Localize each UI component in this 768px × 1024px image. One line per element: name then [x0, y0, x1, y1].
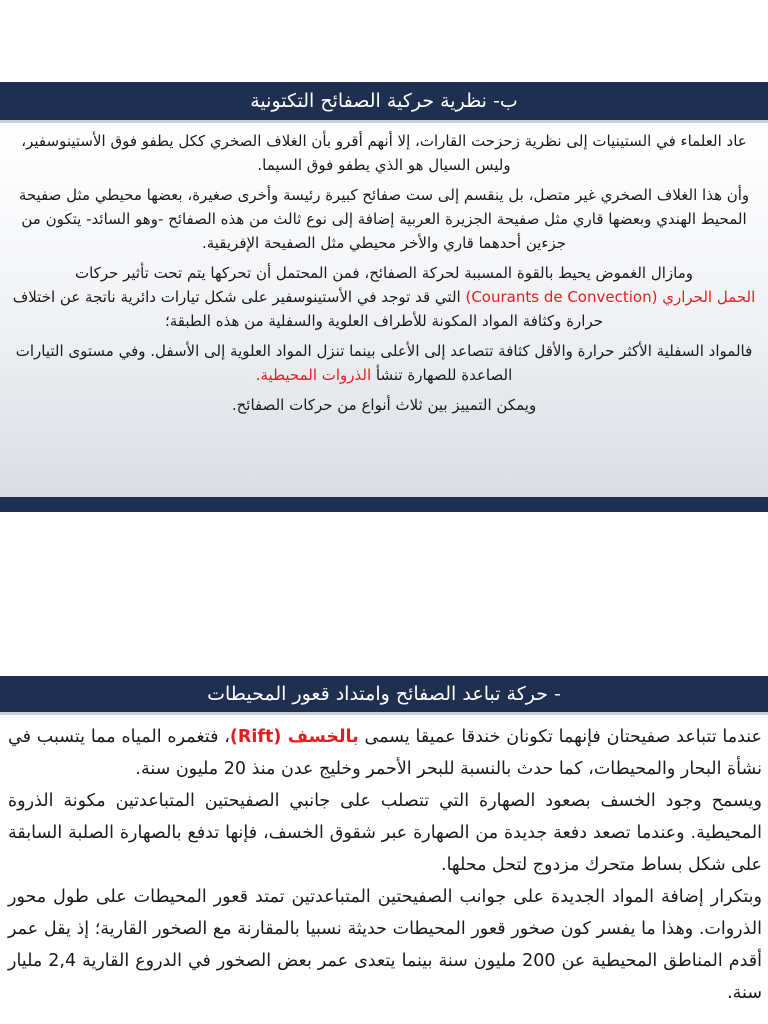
paragraph-2: وأن هذا الغلاف الصخري غير متصل، بل ينقسم إلى ست صفائح كبيرة رئيسة وأخرى صغيرة، بعضها محيطي مثل صفيحة المحيط الهندي وبعضها قاري مثل صفيحة الجزيرة العربية إضافة إلى نوع ثالث من هذه الصفائح -وهو السائد- يتكون من جزءين أحدهما قاري والأخر محيطي مثل الصفيحة الإفريقية.: [18, 186, 750, 252]
paragraph-3-text-b: التي قد توجد في الأستينوسفير على شكل تيارات دائرية ناتجة عن اختلاف حرارة وكثافة المواد المكونة للأطراف العلوية والسفلية من هذه الطبقة؛: [12, 288, 603, 330]
paragraph-1-text-b: ، فتغمره المياه مما يتسبب في نشأة البحار والمحيطات، كما حدث بالنسبة للبحر الأحمر وخليج عدن منذ 20 مليون سنة.: [8, 727, 762, 779]
highlight-convection-french: (Courants de Convection): [465, 288, 658, 306]
paragraph-3-text-a: ومازال الغموض يحيط بالقوة المسببة لحركة الصفائح، فمن المحتمل أن تحركها يتم تحت تأثير حركات: [74, 264, 693, 282]
slide-body: [0, 715, 768, 1009]
paragraph-2: ويسمح وجود الخسف بصعود الصهارة التي تتصلب على جانبي الصفيحتين المتباعدتين مكونة الذروة المحيطية. وعندما تصعد دفعة جديدة من الصهارة عبر شقوق الخسف، فإنها تدفع بالصهارة الصلبة السابقة على شكل بساط متحرك مزدوج لتحل محلها.: [8, 791, 762, 875]
paragraph-1-text-a: عندما تتباعد صفيحتان فإنهما تكونان خندقا عميقا يسمى: [358, 727, 763, 747]
paragraph-4: [10, 339, 758, 387]
highlight-convection-arabic: الحمل الحراري: [662, 288, 756, 306]
paragraph-3: [10, 261, 758, 333]
slide-footer-bar: [0, 497, 768, 512]
slide-body: [0, 123, 768, 497]
paragraph-4-text: فالمواد السفلية الأكثر حرارة والأقل كثافة تتصاعد إلى الأعلى بينما تنزل المواد العلوية إلى الأسفل. وفي مستوى التيارات الصاعدة للصهارة تنشأ: [15, 342, 753, 384]
highlight-oceanic-ridges: الذروات المحيطية.: [255, 366, 372, 384]
paragraph-1: [8, 721, 762, 785]
slide-plate-divergence: [0, 676, 768, 1024]
paragraph-1: عاد العلماء في الستينيات إلى نظرية زحزحت القارات، إلا أنهم أقرو بأن الغلاف الصخري ككل يطفو فوق الأستينوسفير، وليس السيال هو الذي يطفو فوق السيما.: [21, 132, 747, 174]
slide-title: - حركة تباعد الصفائح وامتداد قعور المحيطات: [0, 676, 768, 715]
paragraph-5: ويمكن التمييز بين ثلاث أنواع من حركات الصفائح.: [231, 396, 537, 414]
slide-tectonic-theory: [0, 82, 768, 512]
slide-title: ب- نظرية حركية الصفائح التكتونية: [0, 82, 768, 123]
paragraph-3: وبتكرار إضافة المواد الجديدة على جوانب الصفيحتين المتباعدتين تمتد قعور المحيطات على طول محور الذروات. وهذا ما يفسر كون صخور قعور المحيطات حديثة نسبيا بالمقارنة مع الصخور القارية؛ إذ يقل عمر أقدم المناطق المحيطية عن 200 مليون سنة بينما يتعدى عمر بعض الصخور في الدروع القارية 2,4 مليار سنة.: [8, 887, 762, 1003]
highlight-rift: بالخسف (Rift): [229, 727, 359, 747]
